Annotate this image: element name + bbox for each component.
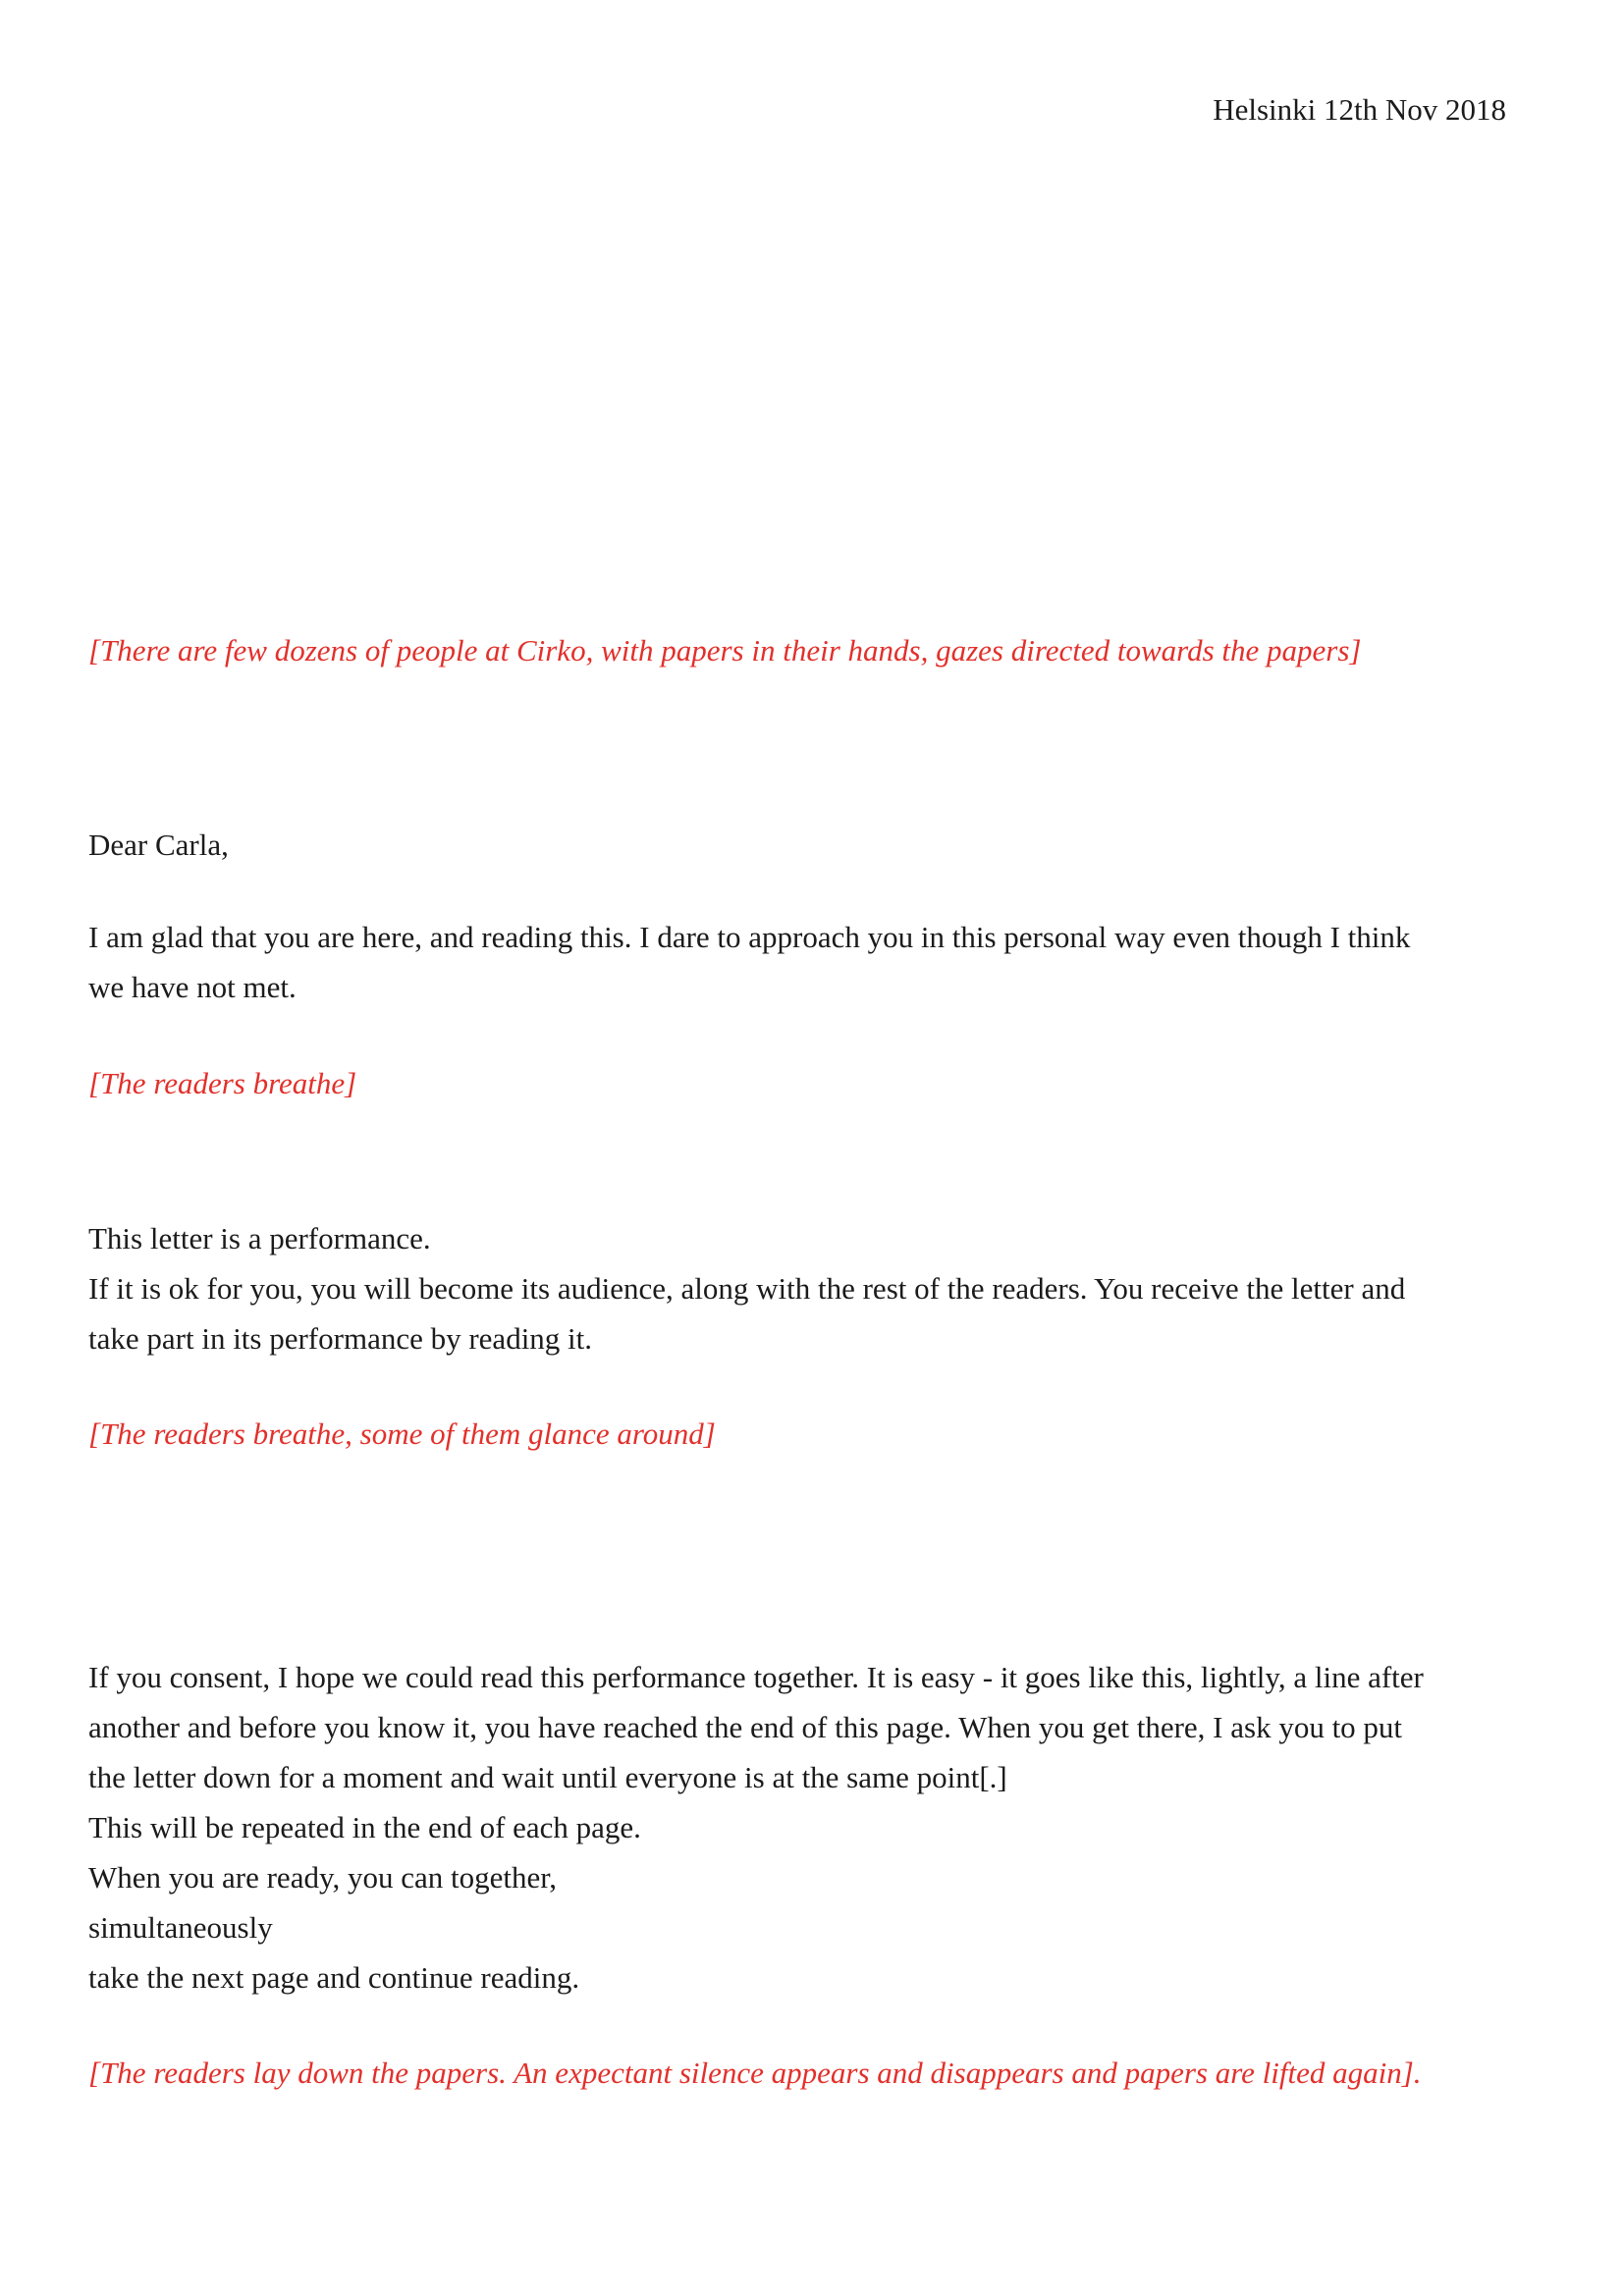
paragraph-instructions (88, 1652, 1506, 2002)
stage-direction-closing (88, 2048, 1506, 2098)
paragraph-line: another and before you know it, you have reached the end of this page. When you get there, I ask you to put (88, 1710, 1403, 1744)
paragraph-line: If it is ok for you, you will become its audience, along with the rest of the readers. You receive the letter and (88, 1271, 1406, 1306)
paragraph-line: we have not met. (88, 970, 297, 1004)
paragraph-introduction (88, 912, 1506, 1012)
stage-direction-text: [The readers breathe] (88, 1066, 357, 1100)
paragraph-line: I am glad that you are here, and reading this. I dare to approach you in this personal way even though I think (88, 920, 1411, 954)
paragraph-line: simultaneously (88, 1910, 273, 1945)
stage-direction-text: [The readers breathe, some of them glance around] (88, 1416, 716, 1451)
paragraph-line: This will be repeated in the end of each page. (88, 1810, 641, 1844)
stage-direction-breathe (88, 1058, 1506, 1108)
paragraph-performance (88, 1213, 1506, 1363)
paragraph-line: the letter down for a moment and wait until everyone is at the same point[.] (88, 1760, 1007, 1794)
paragraph-line: If you consent, I hope we could read this performance together. It is easy - it goes like this, lightly, a line after (88, 1660, 1424, 1694)
paragraph-line: take part in its performance by reading it. (88, 1321, 593, 1356)
stage-direction-opening (88, 625, 1506, 675)
salutation (88, 820, 1506, 870)
stage-direction-glance (88, 1409, 1506, 1459)
salutation-text: Dear Carla, (88, 828, 229, 862)
paragraph-line: When you are ready, you can together, (88, 1860, 558, 1895)
paragraph-line: This letter is a performance. (88, 1221, 431, 1255)
dateline: Helsinki 12th Nov 2018 (1213, 92, 1506, 127)
stage-direction-text: [The readers lay down the papers. An expectant silence appears and disappears and papers are lifted again]. (88, 2056, 1422, 2090)
stage-direction-text: [There are few dozens of people at Cirko, with papers in their hands, gazes directed towards the papers] (88, 633, 1362, 667)
paragraph-line: take the next page and continue reading. (88, 1960, 580, 1995)
